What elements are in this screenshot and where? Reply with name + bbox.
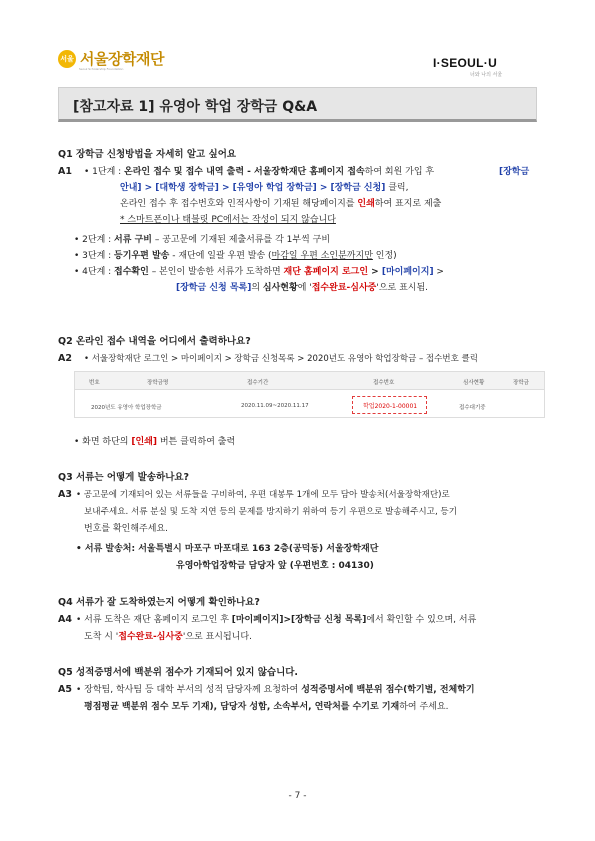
a2-line2: • 화면 하단의 [인쇄] 버튼 클릭하여 출력 bbox=[74, 437, 236, 447]
a1-line5: • 2단계 : 서류 구비 – 공고문에 기재된 제출서류를 각 1부씩 구비 bbox=[74, 235, 331, 245]
table-cell: 접수대기중 bbox=[459, 405, 486, 411]
a3-line3: 번호를 확인해주세요. bbox=[84, 524, 168, 534]
a4-line1: • 서류 도착은 재단 홈페이지 로그인 후 [마이페이지]>[장학금 신청 목록]에서 확인할 수 있으며, 서류 bbox=[76, 615, 477, 625]
q3-question: Q3 서류는 어떻게 발송하나요? bbox=[58, 472, 190, 483]
a3-label: A3 bbox=[58, 489, 72, 500]
page-number: - 7 - bbox=[288, 791, 307, 801]
table-header: 접수기간 bbox=[247, 380, 269, 386]
a4-line2: 도착 시 '접수완료-심사중'으로 표시됩니다. bbox=[84, 632, 252, 642]
a1-line3: 온라인 접수 후 접수번호와 인적사항이 기재된 해당페이지를 인쇄하여 표지로 제출 bbox=[120, 199, 442, 209]
seoul-brand-logo: I·SEOUL·U bbox=[433, 56, 498, 70]
a4-label: A4 bbox=[58, 614, 72, 625]
a5-line1: • 장학팀, 학사팀 등 대학 부서의 성적 담당자께 요청하여 성적증명서에 백분위 점수(학기별, 전체학기 bbox=[76, 685, 475, 695]
q4-question: Q4 서류가 잘 도착하였는지 어떻게 확인하나요? bbox=[58, 597, 260, 608]
a3-line1: • 공고문에 기재되어 있는 서류들을 구비하여, 우편 대봉투 1개에 모두 담아 발송처(서울장학재단)로 bbox=[76, 490, 450, 500]
receipt-number-link[interactable]: 학업2020-1-00001 bbox=[363, 403, 418, 410]
a1-line7: • 4단계 : 접수확인 – 본인이 발송한 서류가 도착하면 재단 홈페이지 로그인 > [마이페이지] > bbox=[74, 267, 444, 277]
receipt-number-highlight[interactable] bbox=[352, 396, 427, 414]
logo-badge-icon: 서울 bbox=[58, 50, 76, 68]
table-cell: 2020년도 유영아 학업장학금 bbox=[91, 405, 162, 411]
application-list-table bbox=[74, 371, 545, 418]
table-header: 장학금명 bbox=[147, 380, 169, 386]
seoul-brand-sub: 너와 나의 서울 bbox=[470, 72, 503, 78]
table-cell: 2020.11.09~2020.11.17 bbox=[241, 403, 309, 409]
title-box bbox=[58, 87, 537, 122]
table-header: 장학금 bbox=[513, 380, 529, 386]
a5-line2: 평점평균 백분위 점수 모두 기재), 담당자 성함, 소속부서, 연락처를 수기로 기재하여 주세요. bbox=[84, 702, 449, 712]
table-header: 번호 bbox=[89, 380, 100, 386]
a1-line1: • 1단계 : 온라인 접수 및 접수 내역 출력 - 서울장학재단 홈페이지 접속하여 회원 가입 후 bbox=[84, 167, 435, 177]
a1-line1-link: [장학금 bbox=[499, 167, 530, 177]
a2-line1: • 서울장학재단 로그인 > 마이페이지 > 장학금 신청목록 > 2020년도 유영아 학업장학금 – 접수번호 클릭 bbox=[84, 354, 478, 364]
q2-question: Q2 온라인 접수 내역을 어디에서 출력하나요? bbox=[58, 336, 251, 347]
a1-line8: [장학금 신청 목록]의 심사현황에 '접수완료-심사중'으로 표시됨. bbox=[176, 283, 429, 293]
a1-line6: • 3단계 : 등기우편 발송 - 재단에 일괄 우편 발송 (마감일 우편 소인분까지만 인정) bbox=[74, 251, 397, 261]
a3-line5: 유영아학업장학금 담당자 앞 (우편번호 : 04130) bbox=[176, 561, 374, 571]
logo-text: 서울장학재단 bbox=[80, 50, 164, 68]
a3-line2: 보내주세요. 서류 분실 및 도착 지연 등의 문제를 방지하기 위하여 등기 우편으로 발송해주시고, 등기 bbox=[84, 507, 458, 517]
a1-label: A1 bbox=[58, 166, 72, 177]
a2-label: A2 bbox=[58, 353, 72, 364]
logo-subtitle: Seoul Scholarship Foundation bbox=[79, 67, 124, 71]
table-header: 접수번호 bbox=[373, 380, 395, 386]
q5-question: Q5 성적증명서에 백분위 점수가 기재되어 있지 않습니다. bbox=[58, 667, 299, 678]
q1-question: Q1 장학금 신청방법을 자세히 알고 싶어요 bbox=[58, 149, 237, 160]
a1-line4: * 스마트폰이나 태블릿 PC에서는 작성이 되지 않습니다 bbox=[120, 215, 336, 225]
a5-label: A5 bbox=[58, 684, 72, 695]
a1-line2: 안내] > [대학생 장학금] > [유영아 학업 장학금] > [장학금 신청] 클릭, bbox=[120, 183, 409, 193]
a3-line4: • 서류 발송처: 서울특별시 마포구 마포대로 163 2층(공덕동) 서울장학재단 bbox=[76, 544, 379, 554]
table-header-row bbox=[75, 372, 544, 390]
foundation-logo bbox=[58, 48, 164, 69]
table-header: 심사현황 bbox=[463, 380, 485, 386]
page-title: [참고자료 1] 유영아 학업 장학금 Q&A bbox=[73, 99, 318, 115]
